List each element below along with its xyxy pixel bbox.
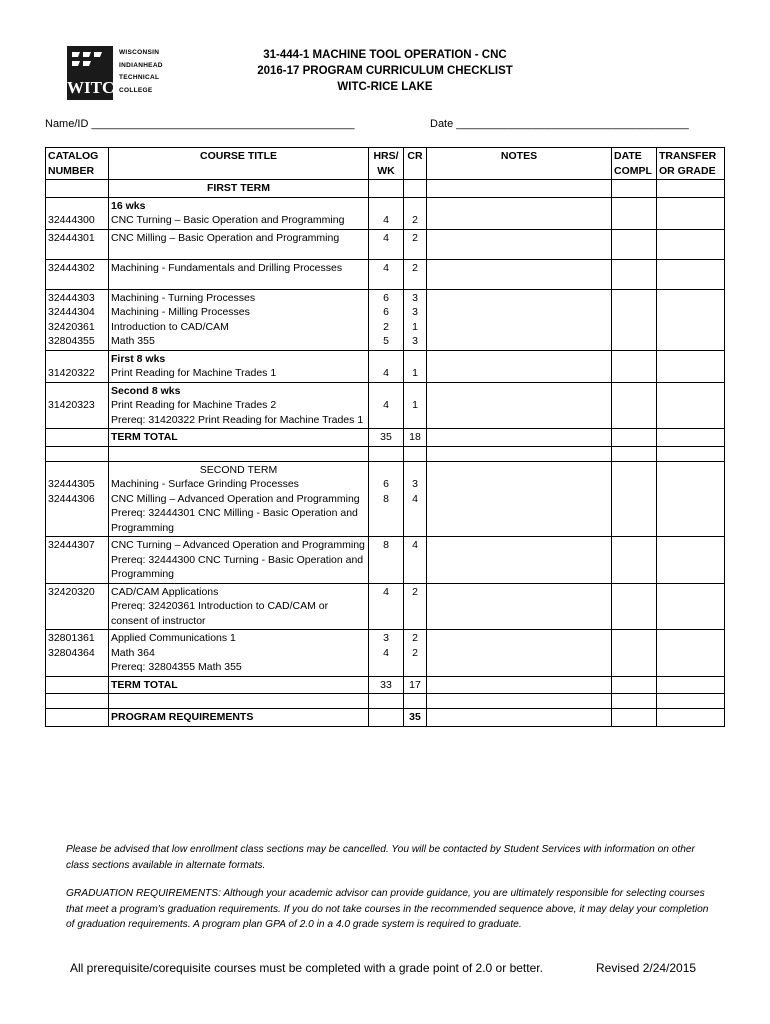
col-transfer-grade: TRANSFER OR GRADE	[657, 148, 725, 180]
catalog-number: 32444307	[46, 537, 109, 584]
credits: 2 2	[404, 630, 427, 677]
witc-logo	[67, 46, 179, 100]
date-cell[interactable]	[612, 537, 657, 584]
logo-word: COLLEGE	[119, 86, 153, 94]
term-total-hours: 35	[369, 429, 404, 447]
table-row	[46, 229, 725, 259]
col-course-title: COURSE TITLE	[109, 148, 369, 180]
logo-mark	[67, 46, 113, 100]
grade-cell[interactable]	[657, 537, 725, 584]
grade-cell[interactable]	[657, 259, 725, 289]
term-total-credits: 17	[404, 676, 427, 694]
hours-per-week: 4	[369, 259, 404, 289]
enrollment-notice: Please be advised that low enrollment class sections may be cancelled. You will be contacted by Student Services with information on other class sections available in alternate formats.	[66, 844, 695, 871]
logo-word: INDIANHEAD	[119, 61, 163, 69]
grade-cell[interactable]	[657, 350, 725, 382]
checklist-title: 2016-17 PROGRAM CURRICULUM CHECKLIST	[257, 65, 513, 77]
grade-cell[interactable]	[657, 461, 725, 537]
table-row	[46, 289, 725, 350]
course-title: Machining - Surface Grinding Processes CNC Milling – Advanced Operation and Programming Prereq: 32444301 CNC Milling - Basic Operation and Programming	[111, 478, 360, 534]
term-total-hours: 33	[369, 676, 404, 694]
session-label: Second 8 wks	[111, 384, 181, 397]
credits: 1	[412, 399, 418, 411]
spacer-row	[46, 694, 725, 709]
term-heading: FIRST TERM	[109, 180, 369, 198]
session-label: First 8 wks	[111, 352, 166, 365]
notes-cell[interactable]	[427, 382, 612, 429]
grade-cell[interactable]	[657, 289, 725, 350]
logo-college-name	[119, 47, 163, 97]
hours-per-week: 6 6 2 5	[369, 289, 404, 350]
revised-date: Revised 2/24/2015	[596, 961, 697, 975]
program-requirements-credits: 35	[404, 709, 427, 727]
credits: 2	[412, 214, 418, 226]
grade-cell[interactable]	[657, 630, 725, 677]
table-row	[46, 461, 725, 537]
date-cell[interactable]	[612, 382, 657, 429]
document-title	[200, 47, 570, 95]
catalog-number: 32420320	[46, 583, 109, 630]
course-title: CAD/CAM Applications Prereq: 32420361 Introduction to CAD/CAM or consent of instructor	[109, 583, 369, 630]
catalog-number: 32444300	[48, 214, 95, 226]
course-title: Machining - Turning Processes Machining - Milling Processes Introduction to CAD/CAM Math 355	[109, 289, 369, 350]
program-requirements-row	[46, 709, 725, 727]
grade-cell[interactable]	[657, 583, 725, 630]
course-title: Applied Communications 1 Math 364 Prereq: 32804355 Math 355	[109, 630, 369, 677]
credits: 2	[404, 229, 427, 259]
catalog-number: 32444303 32444304 32420361 32804355	[46, 289, 109, 350]
program-title: 31-444-1 MACHINE TOOL OPERATION - CNC	[263, 49, 507, 61]
date-cell[interactable]	[612, 289, 657, 350]
grade-cell[interactable]	[657, 229, 725, 259]
catalog-number: 32444302	[46, 259, 109, 289]
term-total-label: TERM TOTAL	[109, 676, 369, 694]
table-row	[46, 197, 725, 229]
col-catalog-number: CATALOG NUMBER	[46, 148, 109, 180]
credits: 3 3 1 3	[404, 289, 427, 350]
table-header-row	[46, 148, 725, 180]
spacer-row	[46, 446, 725, 461]
notes-cell[interactable]	[427, 229, 612, 259]
table-row	[46, 382, 725, 429]
prerequisite-note: All prerequisite/corequisite courses must be completed with a grade point of 2.0 or better.	[70, 961, 543, 975]
date-cell[interactable]	[612, 461, 657, 537]
notes-cell[interactable]	[427, 583, 612, 630]
catalog-number: 32444301	[46, 229, 109, 259]
credits: 4	[404, 537, 427, 584]
table-row	[46, 583, 725, 630]
credits: 2	[404, 583, 427, 630]
term-total-row	[46, 676, 725, 694]
hours-per-week: 3 4	[369, 630, 404, 677]
course-title: CNC Turning – Advanced Operation and Programming Prereq: 32444300 CNC Turning - Basic Operation and Programming	[109, 537, 369, 584]
term-heading: SECOND TERM	[199, 463, 278, 476]
hours-per-week: 4	[369, 583, 404, 630]
table-row	[46, 537, 725, 584]
notes-cell[interactable]	[427, 537, 612, 584]
catalog-number: 31420323	[48, 399, 95, 411]
catalog-number: 32444305 32444306	[48, 478, 95, 505]
notes-cell[interactable]	[427, 461, 612, 537]
notes-cell[interactable]	[427, 350, 612, 382]
date-field[interactable]: Date ______________________________________	[430, 118, 689, 130]
notes-cell[interactable]	[427, 259, 612, 289]
course-title: Print Reading for Machine Trades 1	[111, 367, 277, 379]
date-cell[interactable]	[612, 229, 657, 259]
date-cell[interactable]	[612, 197, 657, 229]
date-cell[interactable]	[612, 583, 657, 630]
hours-per-week: 4	[369, 229, 404, 259]
term-total-credits: 18	[404, 429, 427, 447]
notes-cell[interactable]	[427, 197, 612, 229]
col-notes: NOTES	[427, 148, 612, 180]
grade-cell[interactable]	[657, 197, 725, 229]
catalog-number: 31420322	[48, 367, 95, 379]
col-date-compl: DATE COMPL	[612, 148, 657, 180]
course-title: Print Reading for Machine Trades 2 Prereq: 31420322 Print Reading for Machine Trades 1	[111, 399, 364, 426]
course-title: Machining - Fundamentals and Drilling Processes	[109, 259, 369, 289]
catalog-number: 32801361 32804364	[46, 630, 109, 677]
hours-per-week: 4	[383, 367, 389, 379]
graduation-requirements: GRADUATION REQUIREMENTS: Although your academic advisor can provide guidance, you are ultimately responsible for selecting courses that meet a program's graduation requirements. If you do not take courses in the recommended sequence above, it may delay your completion of graduation requirements. A program plan GPA of 2.0 in a 4.0 grade system is required to graduate.	[66, 888, 709, 930]
course-title: CNC Milling – Basic Operation and Programming	[109, 229, 369, 259]
logo-word: TECHNICAL	[119, 74, 160, 81]
credits: 2	[404, 259, 427, 289]
session-label: 16 wks	[111, 199, 146, 212]
notes-cell[interactable]	[427, 630, 612, 677]
col-cr: CR	[404, 148, 427, 180]
date-cell[interactable]	[612, 259, 657, 289]
col-hrs-wk: HRS/ WK	[369, 148, 404, 180]
notes-cell[interactable]	[427, 289, 612, 350]
table-row	[46, 350, 725, 382]
course-title: CNC Turning – Basic Operation and Programming	[111, 214, 345, 226]
curriculum-table	[45, 147, 725, 727]
logo-letters: WITC	[67, 78, 115, 97]
hours-per-week: 4	[383, 214, 389, 226]
term-total-label: TERM TOTAL	[109, 429, 369, 447]
logo-flag-icon	[70, 49, 110, 75]
credits: 1	[412, 367, 418, 379]
hours-per-week: 4	[383, 399, 389, 411]
name-id-field[interactable]: Name/ID ___________________________________________	[45, 118, 355, 130]
hours-per-week: 8	[369, 537, 404, 584]
table-row	[46, 259, 725, 289]
campus-title: WITC-RICE LAKE	[337, 81, 433, 93]
date-cell[interactable]	[612, 350, 657, 382]
table-row	[46, 180, 725, 198]
logo-word: WISCONSIN	[119, 49, 160, 56]
term-total-row	[46, 429, 725, 447]
grade-cell[interactable]	[657, 382, 725, 429]
date-cell[interactable]	[612, 630, 657, 677]
credits: 3 4	[412, 478, 418, 505]
hours-per-week: 6 8	[383, 478, 389, 505]
table-row	[46, 630, 725, 677]
program-requirements-label: PROGRAM REQUIREMENTS	[109, 709, 369, 727]
